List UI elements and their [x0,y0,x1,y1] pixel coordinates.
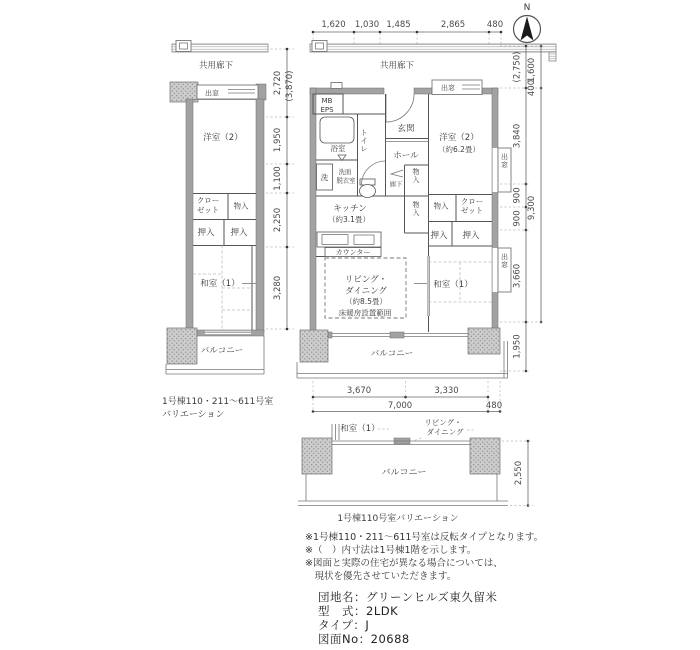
dim-1950-left: 1,950 [273,127,283,153]
variation-living-label-1: リビング・ [424,418,462,427]
dim-2865: 2,865 [440,20,466,30]
note-line-2: ※（ ）内寸法は1号棟1階を示します。 [305,545,477,556]
living-label-2: ダイニング [345,286,387,297]
left-corridor-label: 共用廊下 [198,61,234,71]
entrance-door-arc [386,94,414,122]
pillar [468,328,500,354]
top-dimensions [312,20,503,44]
japanese-room-label: 和室（1） [433,280,473,290]
variation-plan-caption: 1号棟110号室バリエーション [337,514,459,524]
left-japanese-room-label: 和室（1） [200,279,240,289]
property-drawing-no-row: 図面No：20688 [318,632,410,646]
western-room-size-label: （約6.2畳） [438,145,480,154]
dim-3840: 3,840 [512,123,523,149]
dim-7000: 7,000 [387,401,413,411]
main-balcony-label: バルコニー [370,349,414,359]
left-closet-label-2: ゼット [196,205,220,215]
note-line-1: ※1号棟110・211〜611号室は反転タイプとなります。 [305,532,544,543]
dim-900-a: 900 [512,187,523,204]
dim-2550: 2,550 [514,460,524,486]
main-corridor-label: 共用廊下 [379,61,415,71]
main-plan [297,80,511,378]
property-plan-type-row: タイプ：J [318,618,370,632]
left-plan [162,82,273,420]
main-bay-window-lower-label: 出窓 [501,253,508,270]
dim-3330: 3,330 [434,386,459,396]
counter-label: カウンター [335,248,371,257]
left-bay-window-label: 出窓 [205,89,219,98]
left-western-room-label: 洋室（2） [203,133,243,143]
dim-9300: 9,300 [527,195,537,221]
dim-2720: 2,720 [273,70,283,96]
entrance-label: 玄関 [397,124,415,134]
notes-block [305,531,543,582]
hallway-label: 廊下 [389,181,403,188]
main-bay-window-top-label: 出窓 [441,84,455,92]
right-dimensions [500,45,544,373]
left-closet-label-1: クロー [196,196,220,205]
living-size-label: （約8.5畳） [345,297,387,306]
dim-2250: 2,250 [273,207,283,233]
closet-label-1: クロー [460,197,484,206]
pillar [302,438,332,474]
compass-north-label: N [523,3,531,13]
variation-japanese-room-label: 和室（1） [340,424,380,434]
left-storage-label: 物入 [233,201,249,211]
dim-480-bottom: 480 [485,401,503,411]
toilet-fixture [360,185,376,198]
note-line-4: 現状を優先させていただきます。 [305,571,457,582]
dim-3280: 3,280 [273,275,283,301]
dim-1600: 1,600 [527,57,537,83]
washer-label: 洗 [320,173,329,182]
dim-3870-paren: (3,870) [285,70,295,102]
hall-label: ホール [393,151,419,161]
meter-box-icon [312,41,327,52]
variation-balcony-label: バルコニー [381,468,427,478]
entry-arrow-icon [391,170,403,177]
pillar [300,330,328,362]
dim-480-top: 480 [486,20,504,30]
toilet-label: トイレ [360,129,368,154]
dim-1030: 1,030 [354,20,380,30]
variation-living-label-2: ダイニング [426,427,464,437]
dim-1100: 1,100 [273,166,283,191]
floor-heating-label: 床暖房設置範囲 [338,308,392,318]
left-balcony-label: バルコニー [200,346,244,356]
left-plan-caption-2: バリエーション [162,410,225,420]
oshiire-right-label: 押入 [462,231,480,241]
lavatory-label-2: 脱衣室 [336,177,356,185]
storage-hall-upper-label: 物入 [412,168,420,185]
living-label-1: リビング・ [344,275,388,285]
left-oshiire-left-label: 押入 [197,228,215,238]
kitchen-label: キッチン [333,204,367,214]
dim-400: 400 [527,79,537,97]
dim-1485: 1,485 [386,20,411,30]
dim-900-b: 900 [512,210,523,227]
eps-label: EPS [320,106,334,114]
dim-2750-paren: (2,750) [512,51,523,83]
pillar [170,82,198,102]
bathtub [320,117,354,143]
compass [514,3,541,43]
pillar [470,438,500,474]
bay-window [432,80,482,95]
storage-right-label: 物入 [433,201,449,211]
bath-label: 浴室 [330,144,346,153]
dim-1950-right: 1,950 [512,334,523,359]
dim-3670: 3,670 [346,386,372,396]
left-oshiire-right-label: 押入 [230,228,248,238]
dim-3660: 3,660 [512,263,523,289]
closet-label-2: ゼット [460,206,484,215]
property-name-row: 団地名：グリーンヒルズ東久留米 [318,590,498,604]
property-type-row: 型 式：2LDK [318,604,399,618]
main-bay-window-upper-label: 出窓 [501,153,508,170]
variation-plan [298,418,533,524]
kitchen-size-label: （約3.1畳） [328,215,370,224]
corridor-left [172,41,268,72]
note-line-3: ※図面と実際の住宅が異なる場合については、 [305,558,503,569]
lavatory-label-1: 洗面 [338,169,352,176]
meter-box-icon [176,41,191,52]
dim-1620: 1,620 [321,20,346,30]
mb-label: MB [321,97,333,105]
property-info-block [318,590,497,646]
left-dimensions [266,48,295,331]
western-room-label: 洋室（2） [439,133,479,143]
left-plan-caption-1: 1号棟110・211〜611号室 [162,397,274,407]
storage-hall-lower-label: 物入 [412,201,420,218]
oshiire-left-label: 押入 [430,231,448,241]
pillar [167,328,197,364]
bottom-dimensions [312,381,502,413]
